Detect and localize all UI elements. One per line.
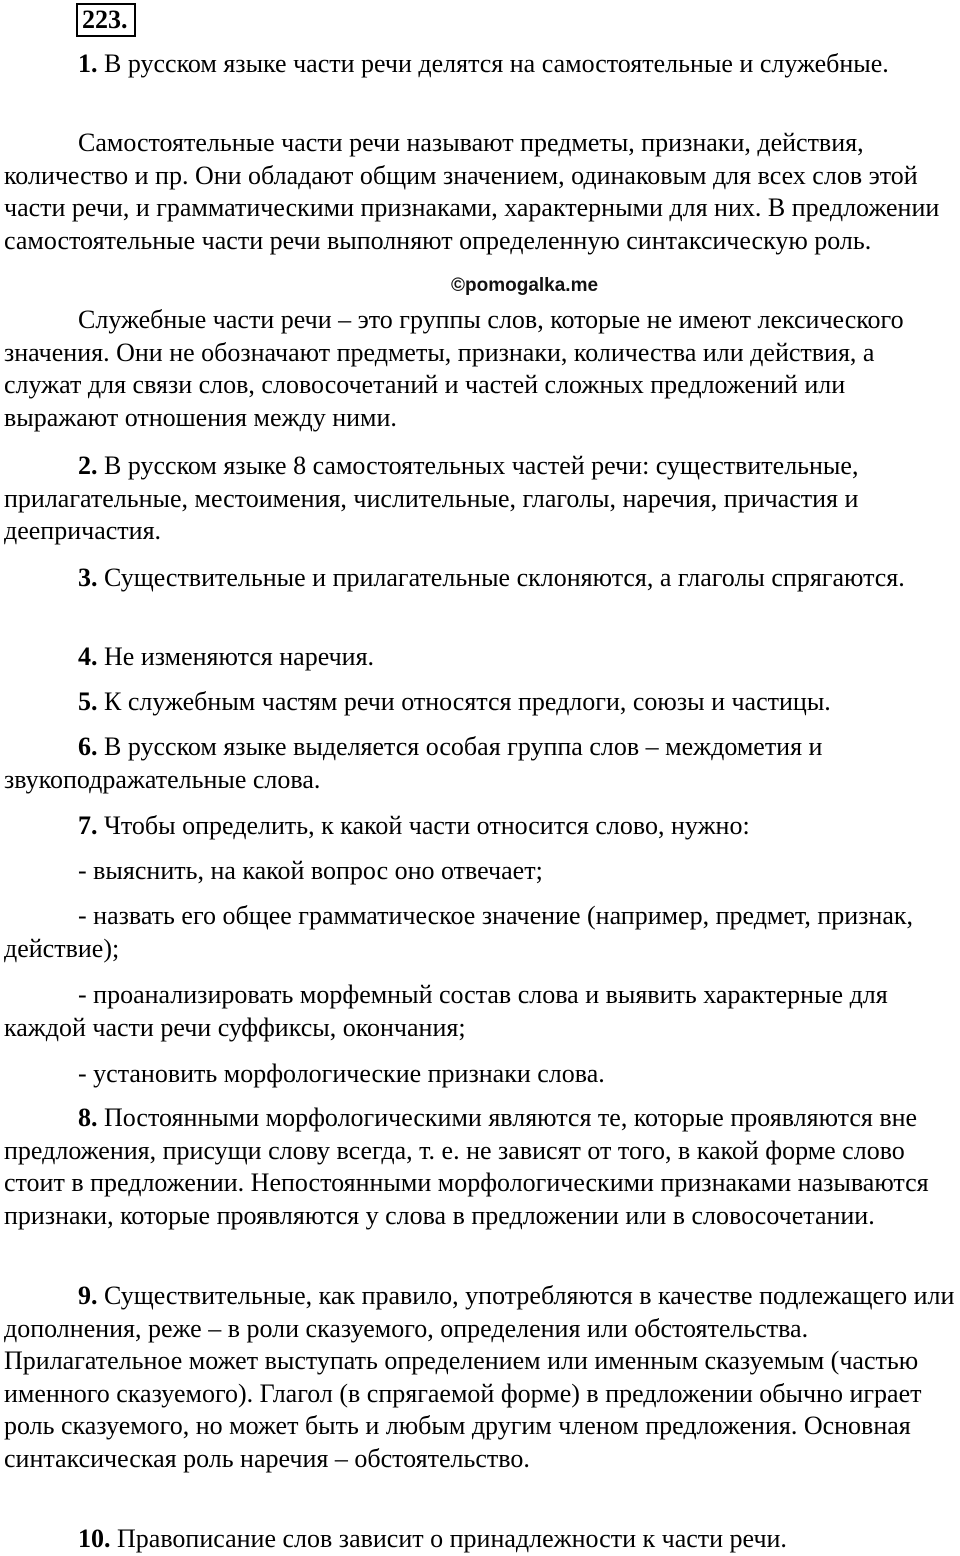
paragraph-9 [4,1280,958,1475]
paragraph-text: - назвать его общее грамматическое значение (например, предмет, признак, действие); [4,901,914,963]
item-number: 8. [78,1103,98,1132]
paragraph-7 [4,810,958,843]
paragraph-text: Самостоятельные части речи называют предметы, признаки, действия, количество и пр. Они обладают общим значением, одинаковым для всех слов этой части речи, и грамматическими признаками, характерными для них. В предложении самостоятельные части речи выполняют определенную синтаксическую роль. [4,128,940,255]
paragraph-text: В русском языке 8 самостоятельных частей речи: существительные, прилагательные, местоимения, числительные, глаголы, наречия, причастия и деепричастия. [4,451,859,545]
paragraph-text: Правописание слов зависит о принадлежности к части речи. [110,1524,787,1553]
paragraph-1 [4,48,958,81]
paragraph-text: Существительные, как правило, употребляются в качестве подлежащего или дополнения, реже – в роли сказуемого, определения или обстоятельства. Прилагательное может выступать определением или именным сказуемым (частью именного сказуемого). Глагол (в спрягаемой форме) в предложении обычно играет роль сказуемого, но может быть и любым другим членом предложения. Основная синтаксическая роль наречия – обстоятельство. [4,1281,955,1473]
item-number: 4. [78,642,98,671]
paragraph-text: В русском языке части речи делятся на самостоятельные и служебные. [97,49,889,78]
item-number: 3. [78,563,98,592]
item-number: 1. [78,49,98,78]
list-item-question [4,855,958,888]
paragraph-3 [4,562,958,595]
paragraph-text: - выяснить, на какой вопрос оно отвечает; [78,856,543,885]
paragraph-2 [4,450,958,548]
paragraph-text: К служебным частям речи относятся предлоги, союзы и частицы. [97,687,831,716]
paragraph-10 [4,1523,958,1556]
list-item-meaning [4,900,958,965]
paragraph-6 [4,731,958,796]
exercise-number: 223. [76,3,136,37]
list-item-morphemes [4,979,958,1044]
item-number: 5. [78,687,98,716]
list-item-morphology [4,1058,958,1091]
paragraph-8 [4,1102,958,1232]
watermark: ©pomogalka.me [451,275,599,296]
paragraph-service-parts [4,304,958,434]
paragraph-4 [4,641,958,674]
item-number: 7. [78,811,98,840]
paragraph-5 [4,686,958,719]
paragraph-text: В русском языке выделяется особая группа слов – междометия и звукоподражательные слова. [4,732,823,794]
item-number: 9. [78,1281,98,1310]
item-number: 2. [78,451,98,480]
paragraph-text: Не изменяются наречия. [97,642,375,671]
paragraph-text: - проанализировать морфемный состав слова и выявить характерные для каждой части речи суффиксы, окончания; [4,980,888,1042]
paragraph-independent-parts [4,127,958,257]
paragraph-text: - установить морфологические признаки слова. [78,1059,605,1088]
item-number: 10. [78,1524,111,1553]
paragraph-text: Служебные части речи – это группы слов, которые не имеют лексического значения. Они не обозначают предметы, признаки, количества или действия, а служат для связи слов, словосочетаний и частей сложных предложений или выражают отношения между ними. [4,305,904,432]
paragraph-text: Чтобы определить, к какой части относится слово, нужно: [97,811,750,840]
item-number: 6. [78,732,98,761]
paragraph-text: Постоянными морфологическими являются те, которые проявляются вне предложения, присущи слову всегда, т. е. не зависят от того, в какой форме слово стоит в предложении. Непостоянными морфологическими признаками называются признаки, которые проявляются у слова в предложении или в словосочетании. [4,1103,929,1230]
paragraph-text: Существительные и прилагательные склоняются, а глаголы спрягаются. [97,563,905,592]
